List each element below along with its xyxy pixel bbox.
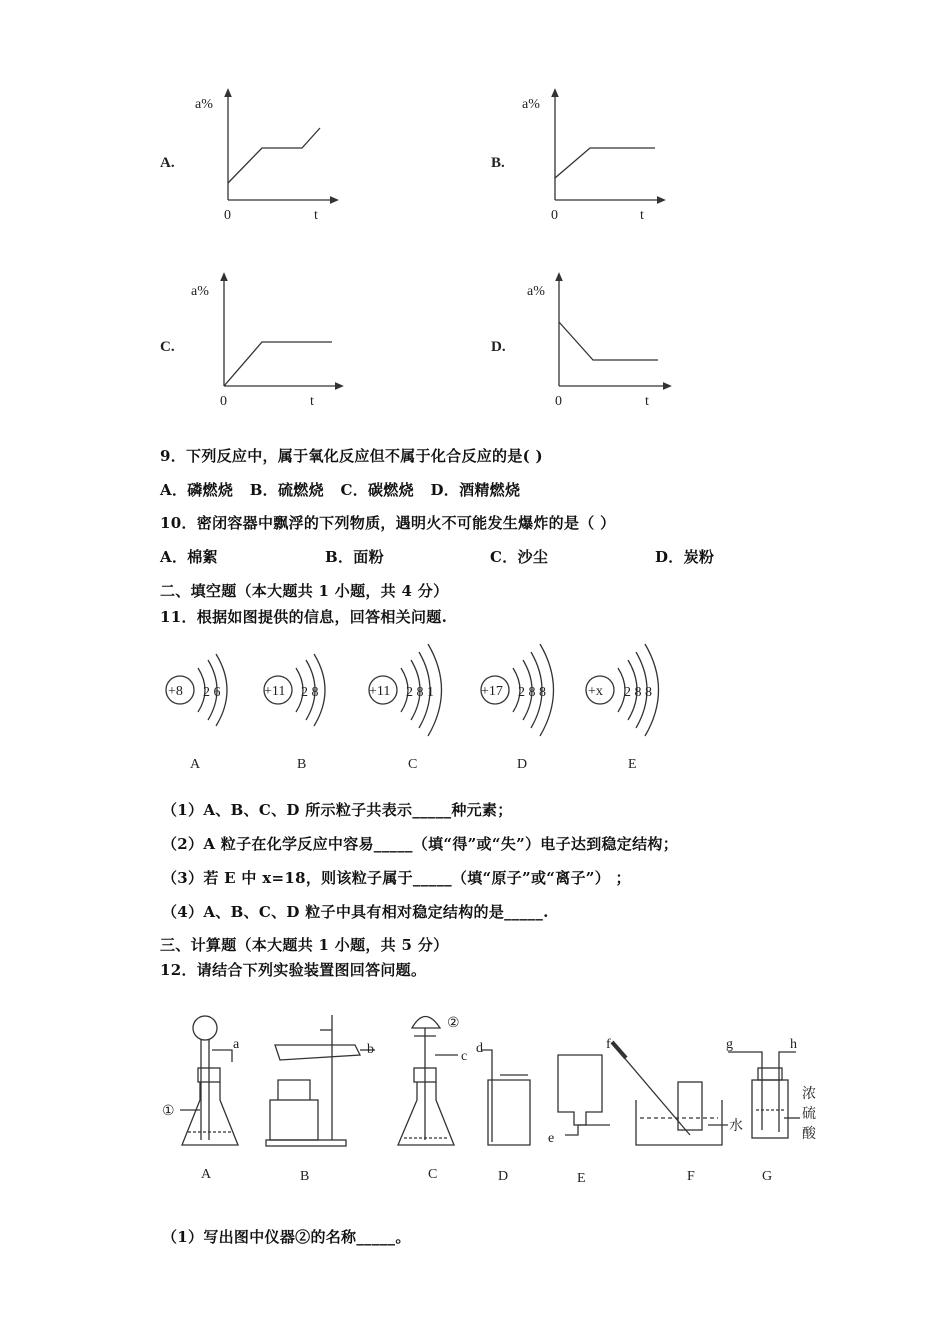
diagram-label: 水 — [729, 1119, 743, 1134]
diagram-label: 2 8 8 — [518, 685, 546, 700]
diagram-label: 2 8 1 — [406, 685, 434, 700]
diagram-label: D — [498, 1169, 509, 1184]
atom-b — [264, 654, 325, 772]
curve-a — [228, 128, 320, 183]
graph-c — [160, 276, 340, 409]
diagram-label: 2 6 — [203, 685, 221, 700]
apparatus-g — [726, 1037, 817, 1184]
curve-b — [555, 148, 655, 178]
graph-a — [160, 92, 335, 223]
diagram-label: C — [428, 1167, 438, 1182]
atom-a — [166, 654, 227, 772]
graph-b — [491, 92, 662, 223]
section-3-heading: 三、计算题（本大题共 1 小题，共 5 分） — [160, 936, 449, 954]
diagram-label: +11 — [369, 684, 391, 699]
diagram-label: +x — [588, 684, 603, 699]
diagram-label: 酸 — [802, 1127, 816, 1142]
apparatus-a — [162, 1016, 240, 1182]
question-11-sub-3: （3）若 E 中 x=18，则该粒子属于_____（填“原子”或“离子”） ； — [162, 869, 631, 887]
apparatus-b — [266, 1015, 375, 1184]
question-11-stem: 11．根据如图提供的信息，回答相关问题. — [160, 608, 448, 626]
y-axis-label: a% — [195, 97, 213, 112]
diagram-label: A — [201, 1167, 212, 1182]
diagram-label: a — [233, 1037, 240, 1052]
diagram-label: ② — [447, 1016, 460, 1031]
option-label: C. — [160, 339, 175, 355]
apparatus-f — [606, 1037, 743, 1184]
graph-d — [491, 276, 668, 409]
diagram-label: h — [790, 1037, 797, 1052]
question-9-stem: 9．下列反应中，属于氧化反应但不属于化合反应的是( ) — [160, 447, 543, 465]
diagram-label: E — [628, 757, 637, 772]
atom-c — [369, 644, 442, 772]
option-label: D. — [491, 339, 506, 355]
option-label: B. — [491, 155, 505, 171]
origin-label: 0 — [220, 394, 227, 409]
diagram-label: G — [762, 1169, 773, 1184]
y-axis-label: a% — [527, 284, 545, 299]
diagram-label: 2 8 — [301, 685, 319, 700]
diagram-label: 浓 — [802, 1087, 816, 1102]
question-11-sub-2: （2）A 粒子在化学反应中容易_____（填“得”或“失”）电子达到稳定结构； — [162, 835, 679, 853]
diagram-label: B — [297, 757, 307, 772]
atom-structure-diagrams — [166, 644, 659, 772]
question-10-option-c: C．沙尘 — [490, 548, 549, 566]
diagram-label: e — [548, 1131, 555, 1146]
question-9-options: A．磷燃烧 B．硫燃烧 C．碳燃烧 D．酒精燃烧 — [160, 481, 521, 499]
diagram-label: +17 — [481, 684, 503, 699]
diagram-label: b — [367, 1042, 374, 1057]
question-11-sub-4: （4）A、B、C、D 粒子中具有相对稳定结构的是_____. — [162, 903, 549, 921]
question-12-sub-1: （1）写出图中仪器②的名称_____。 — [162, 1228, 411, 1246]
question-10-option-d: D．炭粉 — [655, 548, 715, 566]
diagram-label: 硫 — [802, 1107, 816, 1122]
diagram-label: f — [606, 1037, 611, 1052]
origin-label: 0 — [555, 394, 562, 409]
atom-e — [586, 644, 659, 772]
origin-label: 0 — [224, 208, 231, 223]
section-2-heading: 二、填空题（本大题共 1 小题，共 4 分） — [160, 582, 449, 600]
diagram-label: B — [300, 1169, 310, 1184]
y-axis-label: a% — [522, 97, 540, 112]
diagram-label: E — [577, 1171, 586, 1186]
x-axis-label: t — [640, 208, 644, 223]
diagram-label: F — [687, 1169, 695, 1184]
diagram-label: +8 — [168, 684, 183, 699]
diagram-label: g — [726, 1037, 733, 1052]
apparatus-d — [476, 1041, 530, 1184]
x-axis-label: t — [645, 394, 649, 409]
question-10-option-a: A．棉絮 — [160, 548, 218, 566]
question-11-sub-1: （1）A、B、C、D 所示粒子共表示_____种元素； — [162, 801, 513, 819]
option-label: A. — [160, 155, 175, 171]
diagram-label: c — [461, 1049, 468, 1064]
apparatus-e — [548, 1055, 610, 1186]
question-12-stem: 12．请结合下列实验装置图回答问题。 — [160, 961, 427, 979]
diagram-label: C — [408, 757, 418, 772]
curve-d — [559, 322, 658, 360]
diagram-label: ① — [162, 1104, 175, 1119]
diagram-label: A — [190, 757, 201, 772]
apparatus-diagrams — [162, 1015, 817, 1186]
question-10-stem: 10．密闭容器中飘浮的下列物质，遇明火不可能发生爆炸的是（ ） — [160, 514, 616, 532]
x-axis-label: t — [314, 208, 318, 223]
y-axis-label: a% — [191, 284, 209, 299]
question-10-option-b: B．面粉 — [325, 548, 384, 566]
diagram-label: +11 — [264, 684, 286, 699]
atom-d — [481, 644, 554, 772]
curve-c — [224, 342, 332, 386]
diagram-label: d — [476, 1041, 483, 1056]
diagram-label: 2 8 8 — [624, 685, 652, 700]
x-axis-label: t — [310, 394, 314, 409]
origin-label: 0 — [551, 208, 558, 223]
apparatus-c — [398, 1016, 467, 1182]
diagram-label: D — [517, 757, 528, 772]
